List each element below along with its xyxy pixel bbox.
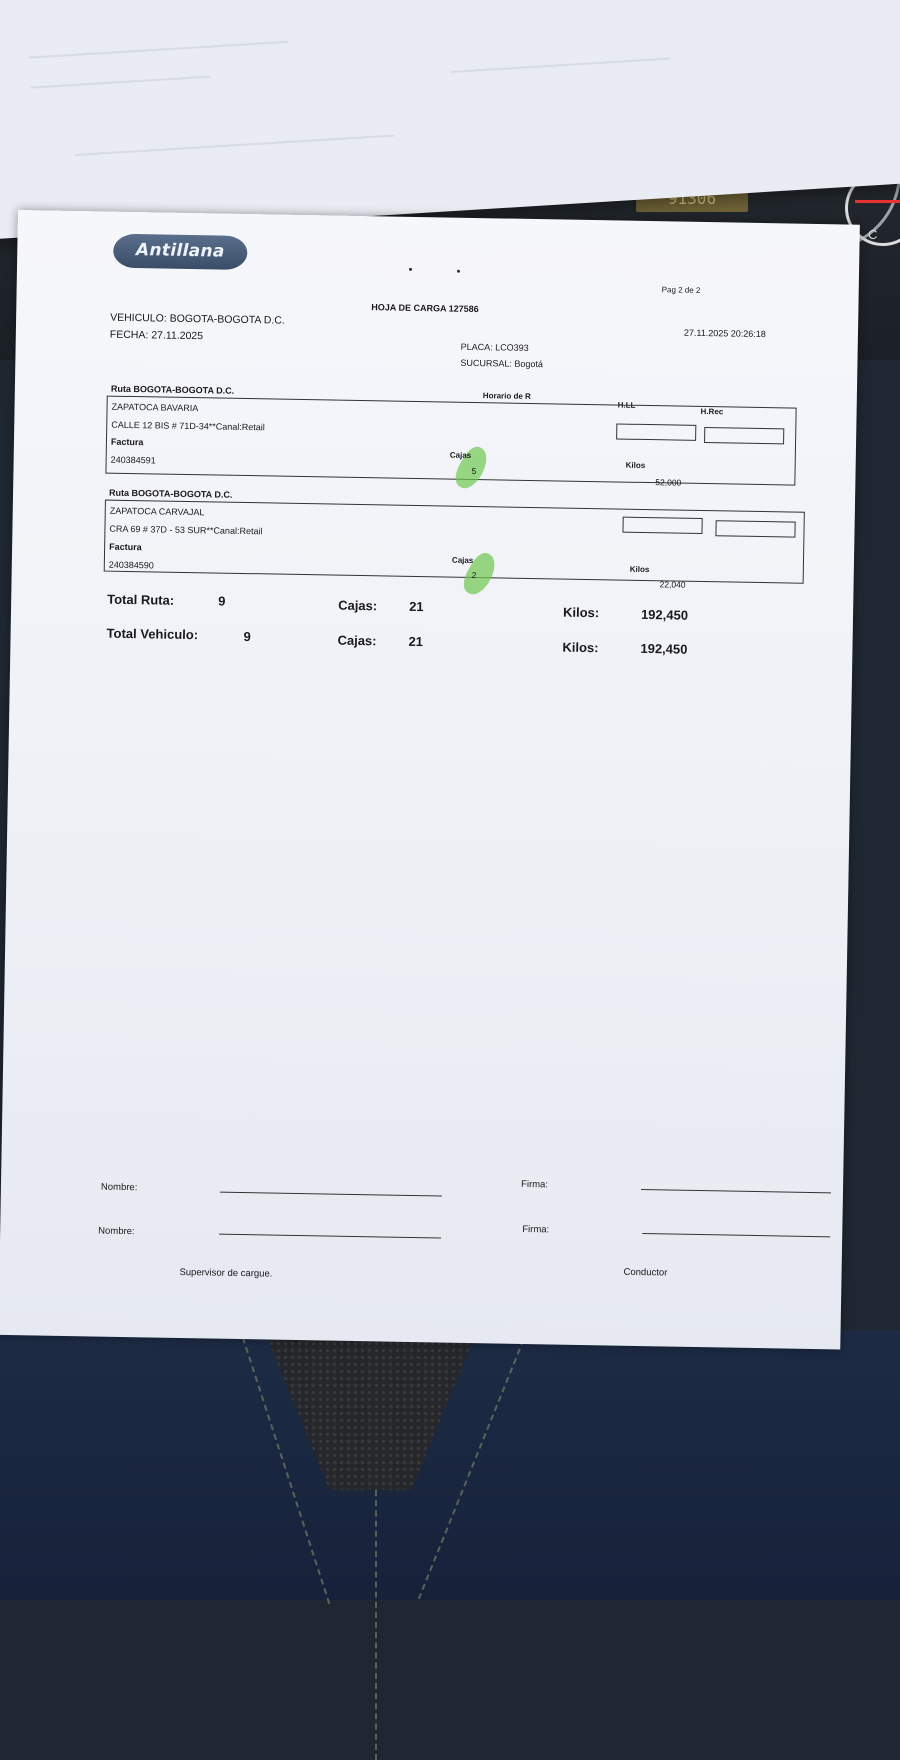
page-number: Pag 2 de 2 [661, 285, 701, 295]
odometer-display: 91306 [636, 186, 748, 212]
hrec-slot [715, 520, 795, 537]
hll-slot [622, 517, 702, 534]
invoice-number: 240384590 [108, 559, 154, 571]
load-sheet-document [0, 210, 860, 1350]
total-route-count: 9 [218, 593, 226, 609]
plate-label: PLACA: LCO393 [460, 341, 529, 353]
route-label: Ruta BOGOTA-BOGOTA D.C. [108, 487, 233, 500]
hrec-slot [704, 427, 784, 444]
print-timestamp: 27.11.2025 20:26:18 [683, 327, 766, 340]
route-label: Ruta BOGOTA-BOGOTA D.C. [110, 383, 235, 396]
total-vehicle-boxes: 21 [408, 633, 424, 650]
total-vehicle-kilos-label: Kilos: [562, 639, 599, 656]
driver-label: Conductor [623, 1266, 668, 1279]
total-vehicle-label: Total Vehiculo: [106, 625, 199, 643]
name-label: Nombre: [100, 1181, 138, 1194]
client-name: ZAPATOCA CARVAJAL [109, 505, 205, 518]
invoice-number: 240384591 [110, 454, 156, 466]
total-route-kilos-label: Kilos: [562, 604, 600, 621]
kilos-label: Kilos [625, 460, 646, 470]
signature-line [642, 1233, 830, 1237]
hll-slot [616, 423, 696, 440]
invoice-label: Factura [110, 436, 144, 448]
kilos-value: 52,000 [655, 477, 682, 488]
client-address: CALLE 12 BIS # 71D-34**Canal:Retail [111, 419, 265, 433]
total-vehicle-boxes-label: Cajas: [337, 632, 377, 649]
signature-label: Firma: [522, 1223, 550, 1236]
name-signature-line [219, 1234, 441, 1239]
total-vehicle-kilos: 192,450 [640, 640, 688, 657]
route-block [104, 500, 805, 584]
supervisor-label: Supervisor de cargue. [179, 1266, 273, 1280]
client-address: CRA 69 # 37D - 53 SUR**Canal:Retail [109, 523, 263, 537]
date-label: FECHA: 27.11.2025 [109, 328, 204, 343]
total-route-label: Total Ruta: [107, 591, 175, 608]
boxes-label: Cajas [451, 555, 474, 565]
header-horario: Horario de R [482, 391, 531, 401]
kilos-label: Kilos [629, 564, 650, 575]
total-route-boxes: 21 [409, 598, 424, 615]
kilos-value: 22,040 [659, 579, 686, 590]
header-hll: H.LL [617, 400, 636, 410]
boxes-label: Cajas [449, 450, 472, 460]
total-vehicle-count: 9 [243, 629, 251, 645]
vehicle-label: VEHICULO: BOGOTA-BOGOTA D.C. [110, 311, 285, 327]
name-label: Nombre: [98, 1225, 135, 1238]
boxes-value: 5 [471, 465, 477, 477]
signature-label: Firma: [520, 1178, 549, 1191]
temperature-needle [855, 200, 900, 203]
header-hrec: H.Rec [700, 406, 724, 417]
client-name: ZAPATOCA BAVARIA [111, 401, 199, 414]
antillana-logo: Antillana [113, 234, 248, 270]
invoice-label: Factura [109, 541, 142, 553]
total-route-boxes-label: Cajas: [338, 597, 378, 614]
total-route-kilos: 192,450 [640, 606, 689, 623]
punch-mark [457, 270, 460, 273]
boxes-value: 2 [471, 569, 477, 581]
name-signature-line [220, 1192, 442, 1197]
temperature-cold-label: C [868, 227, 878, 242]
branch-label: SUCURSAL: Bogotá [460, 357, 544, 370]
signature-line [641, 1189, 831, 1193]
document-title: HOJA DE CARGA 127586 [371, 302, 479, 315]
punch-mark [409, 268, 412, 271]
